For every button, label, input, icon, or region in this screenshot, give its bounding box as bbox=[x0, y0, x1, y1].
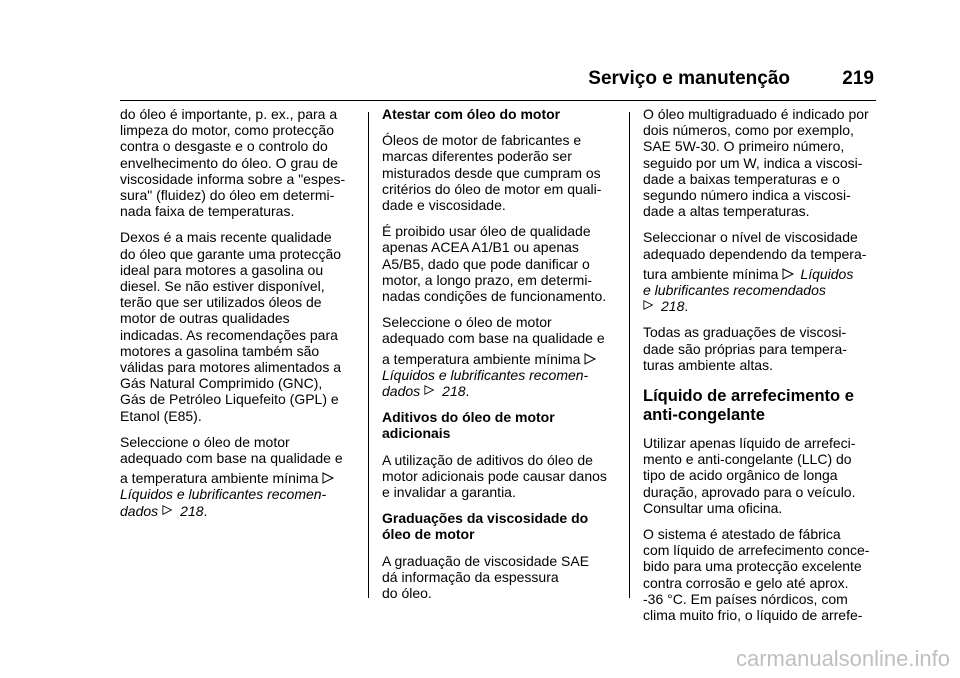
subheading: Atestar com óleo do motor bbox=[382, 106, 561, 122]
section-heading: Líquido de arrefecimento e anti-congelante bbox=[643, 387, 854, 425]
paragraph: Seleccione o óleo de motor adequado com base na qualidade e a temperatura ambiente mínima Líquidos e lubrificantes recomen- dados 218. bbox=[120, 434, 358, 519]
section-title: Serviço e manutenção bbox=[588, 68, 790, 89]
page-reference[interactable]: 218 bbox=[442, 383, 466, 400]
page-number: 219 bbox=[842, 68, 874, 89]
page-reference-icon bbox=[643, 299, 657, 313]
paragraph: Seleccione o óleo de motor adequado com base na qualidade e a temperatura ambiente mínima Líquidos e lubrificantes recomen- dados 218. bbox=[382, 314, 618, 399]
paragraph: Dexos é a mais recente qualidade do óleo que garante uma protecção ideal para motores a gasolina ou diesel. Se não estiver disponível, terão que ser utilizados óleos de motor de outras qualidades indicadas. As recomendações para motores a gasolina também são válidas para motores alimentados a Gás Natural Comprimido (GNC), Gás de Petróleo Liquefeito (GPL) e Etanol (E85). bbox=[120, 229, 342, 424]
paragraph: Óleos de motor de fabricantes e marcas diferentes poderão ser misturados desde que cumpram os critérios do óleo de motor em quali- dade e viscosidade. bbox=[382, 132, 602, 214]
subheading: Aditivos do óleo de motor adicionais bbox=[382, 409, 555, 442]
column-1 bbox=[120, 106, 358, 529]
column-3 bbox=[643, 106, 883, 633]
cross-reference-link[interactable]: e lubrificantes recomendados bbox=[643, 282, 826, 299]
reference-arrow-icon bbox=[782, 267, 796, 281]
watermark: carmanualsonline.info bbox=[735, 646, 950, 671]
paragraph: A graduação de viscosidade SAE dá informação da espessura do óleo. bbox=[382, 552, 590, 602]
column-divider bbox=[629, 112, 630, 598]
cross-reference-link[interactable]: Líquidos e lubrificantes recomen- bbox=[382, 366, 589, 383]
paragraph: A utilização de aditivos do óleo de motor adicionais pode causar danos e invalidar a garantia. bbox=[382, 451, 607, 501]
page-header bbox=[120, 68, 876, 101]
column-2 bbox=[382, 106, 618, 611]
page-reference[interactable]: 218 bbox=[661, 298, 685, 315]
column-divider bbox=[368, 112, 369, 598]
reference-arrow-icon bbox=[322, 471, 336, 485]
paragraph: do óleo é importante, p. ex., para a limpeza do motor, como protecção contra o desgaste e o controlo do envelhecimento do óleo. O grau de viscosidade informa sobre a "espes- sura" (fluidez) do óleo em determi- nada faixa de temperaturas. bbox=[120, 106, 346, 220]
page-reference-icon bbox=[424, 384, 438, 398]
page-reference[interactable]: 218 bbox=[180, 502, 204, 519]
paragraph: Seleccionar o nível de viscosidade adequado dependendo da tempera- tura ambiente mínima Líquidos e lubrificantes recomendados 218. bbox=[643, 229, 883, 314]
page-reference-icon bbox=[162, 504, 176, 518]
paragraph: Utilizar apenas líquido de arrefeci- mento e anti-congelante (LLC) do tipo de acido orgânico de longa duração, aprovado para o veículo. Consultar uma oficina. bbox=[643, 435, 856, 516]
reference-arrow-icon bbox=[584, 352, 598, 366]
paragraph: É proibido usar óleo de qualidade apenas ACEA A1/B1 ou apenas A5/B5, dado que pode danificar o motor, a longo prazo, em determi- nadas condições de funcionamento. bbox=[382, 223, 607, 305]
paragraph: Todas as graduações de viscosi- dade são próprias para tempera- turas ambiente altas. bbox=[643, 324, 847, 373]
paragraph: O sistema é atestado de fábrica com líquido de arrefecimento conce- bido para uma protecção excelente contra corrosão e gelo até aprox. -36 °C. Em países nórdicos, com clima muito frio, o líquido de arrefe- bbox=[643, 526, 870, 624]
subheading: Graduações da viscosidade do óleo de motor bbox=[382, 510, 589, 543]
cross-reference-link[interactable]: Líquidos e lubrificantes recomen- bbox=[120, 486, 327, 503]
paragraph: O óleo multigraduado é indicado por dois números, como por exemplo, SAE 5W-30. O primeiro número, seguido por um W, indica a viscosi- dade a baixas temperaturas e o segundo número indica a viscosi- dade a altas temperaturas. bbox=[643, 106, 869, 220]
cross-reference-link[interactable]: Líquidos bbox=[800, 265, 854, 282]
